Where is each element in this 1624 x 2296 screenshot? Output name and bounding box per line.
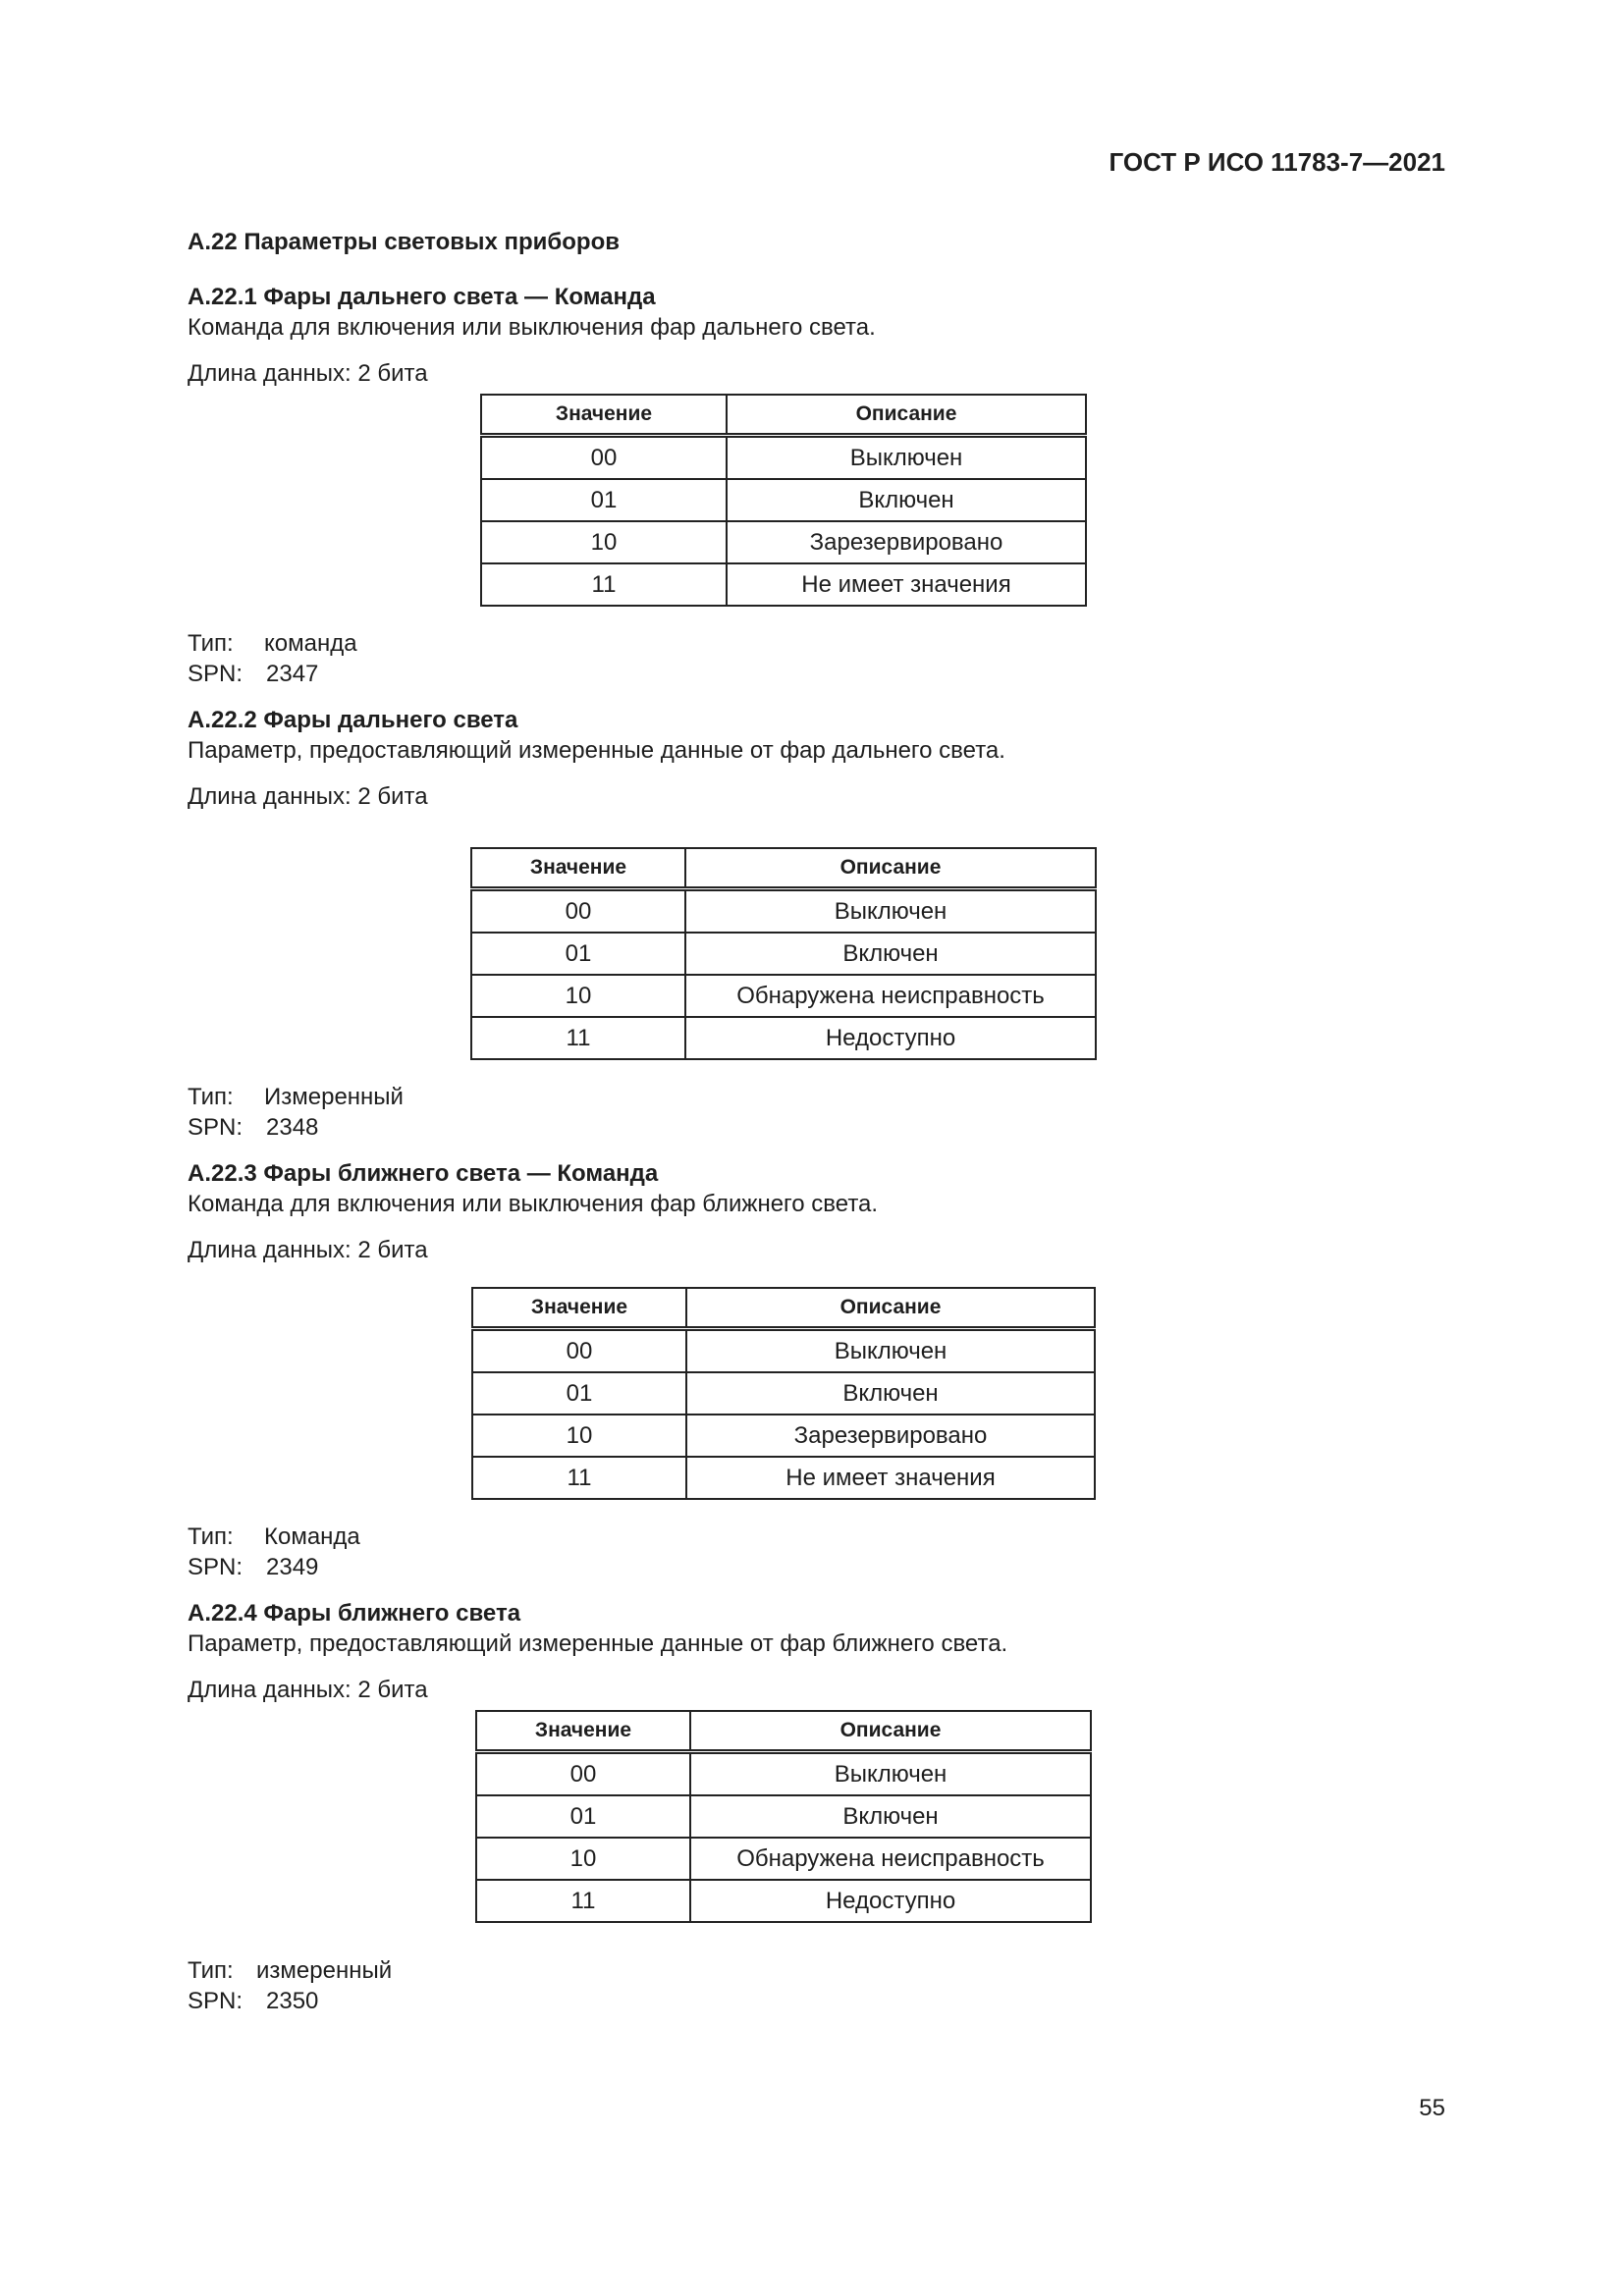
type-line [188, 630, 357, 658]
column-header-value: Значение [471, 848, 685, 889]
value-cell: 11 [471, 1017, 685, 1059]
column-header-value: Значение [472, 1288, 686, 1329]
value-cell: 11 [476, 1880, 690, 1922]
table-row [476, 1752, 1091, 1796]
values-table [470, 847, 1097, 1060]
description-cell: Выключен [686, 1329, 1095, 1373]
value-cell: 10 [471, 975, 685, 1017]
type-label: Тип: [188, 1084, 234, 1110]
spn-line [188, 1554, 318, 1581]
column-header-value: Значение [481, 395, 727, 436]
data-length: Длина данных: 2 бита [188, 360, 428, 387]
value-cell: 01 [471, 933, 685, 975]
subsection-description: Команда для включения или выключения фар дальнего света. [188, 314, 876, 341]
value-cell: 10 [472, 1415, 686, 1457]
table-row [472, 1457, 1095, 1499]
subsection-description: Параметр, предоставляющий измеренные данные от фар дальнего света. [188, 737, 1005, 764]
table-row [481, 436, 1086, 480]
table-header-row [471, 848, 1096, 889]
table-header-row [472, 1288, 1095, 1329]
table-header-row [481, 395, 1086, 436]
column-header-description: Описание [690, 1711, 1091, 1752]
table-row [471, 889, 1096, 934]
value-cell: 10 [476, 1838, 690, 1880]
table-row [476, 1880, 1091, 1922]
subsection-description: Команда для включения или выключения фар ближнего света. [188, 1191, 879, 1217]
table-row [481, 563, 1086, 606]
type-line [188, 1084, 404, 1111]
data-length: Длина данных: 2 бита [188, 783, 428, 810]
spn-line [188, 1988, 318, 2015]
values-table [480, 394, 1087, 607]
description-cell: Не имеет значения [727, 563, 1086, 606]
values-table [475, 1710, 1092, 1923]
value-cell: 11 [472, 1457, 686, 1499]
subsection-title: А.22.4 Фары ближнего света [188, 1600, 521, 1627]
description-cell: Включен [686, 1372, 1095, 1415]
spn-line [188, 661, 318, 688]
description-cell: Выключен [685, 889, 1096, 934]
type-value: Измеренный [264, 1084, 404, 1110]
description-cell: Зарезервировано [686, 1415, 1095, 1457]
value-cell: 00 [476, 1752, 690, 1796]
column-header-value: Значение [476, 1711, 690, 1752]
value-cell: 10 [481, 521, 727, 563]
value-cell: 01 [481, 479, 727, 521]
table-header-row [476, 1711, 1091, 1752]
table-row [476, 1795, 1091, 1838]
description-cell: Включен [727, 479, 1086, 521]
value-cell: 01 [476, 1795, 690, 1838]
table-row [481, 521, 1086, 563]
table-row [472, 1372, 1095, 1415]
subsection-description: Параметр, предоставляющий измеренные данные от фар ближнего света. [188, 1630, 1008, 1657]
description-cell: Обнаружена неисправность [685, 975, 1096, 1017]
type-line [188, 1523, 360, 1551]
description-cell: Недоступно [685, 1017, 1096, 1059]
table-row [471, 933, 1096, 975]
value-cell: 00 [472, 1329, 686, 1373]
page-number: 55 [1419, 2095, 1445, 2121]
section-title: А.22 Параметры световых приборов [188, 229, 620, 255]
table-row [481, 479, 1086, 521]
spn-label: SPN: [188, 1114, 244, 1141]
data-length: Длина данных: 2 бита [188, 1237, 428, 1263]
table-row [471, 1017, 1096, 1059]
description-cell: Включен [685, 933, 1096, 975]
column-header-description: Описание [686, 1288, 1095, 1329]
table-row [476, 1838, 1091, 1880]
data-length: Длина данных: 2 бита [188, 1677, 428, 1703]
description-cell: Недоступно [690, 1880, 1091, 1922]
spn-value: 2347 [266, 661, 319, 687]
spn-label: SPN: [188, 1988, 244, 2014]
value-cell: 00 [471, 889, 685, 934]
spn-value: 2350 [266, 1988, 319, 2014]
subsection-title: А.22.1 Фары дальнего света — Команда [188, 284, 656, 310]
table-row [471, 975, 1096, 1017]
spn-label: SPN: [188, 1554, 244, 1580]
column-header-description: Описание [727, 395, 1086, 436]
description-cell: Обнаружена неисправность [690, 1838, 1091, 1880]
type-label: Тип: [188, 1523, 234, 1550]
spn-value: 2349 [266, 1554, 319, 1580]
table-row [472, 1415, 1095, 1457]
type-label: Тип: [188, 1957, 234, 1984]
document-header: ГОСТ Р ИСО 11783-7—2021 [1109, 147, 1445, 177]
table-row [472, 1329, 1095, 1373]
subsection-title: А.22.2 Фары дальнего света [188, 707, 518, 733]
type-value: команда [264, 630, 357, 657]
column-header-description: Описание [685, 848, 1096, 889]
type-label: Тип: [188, 630, 234, 657]
description-cell: Выключен [727, 436, 1086, 480]
description-cell: Зарезервировано [727, 521, 1086, 563]
subsection-title: А.22.3 Фары ближнего света — Команда [188, 1160, 659, 1187]
spn-value: 2348 [266, 1114, 319, 1141]
values-table [471, 1287, 1096, 1500]
type-value: Команда [264, 1523, 360, 1550]
value-cell: 00 [481, 436, 727, 480]
description-cell: Включен [690, 1795, 1091, 1838]
description-cell: Выключен [690, 1752, 1091, 1796]
spn-line [188, 1114, 318, 1142]
value-cell: 11 [481, 563, 727, 606]
spn-label: SPN: [188, 661, 244, 687]
type-value: измеренный [256, 1957, 393, 1984]
type-line [188, 1957, 392, 1985]
value-cell: 01 [472, 1372, 686, 1415]
description-cell: Не имеет значения [686, 1457, 1095, 1499]
